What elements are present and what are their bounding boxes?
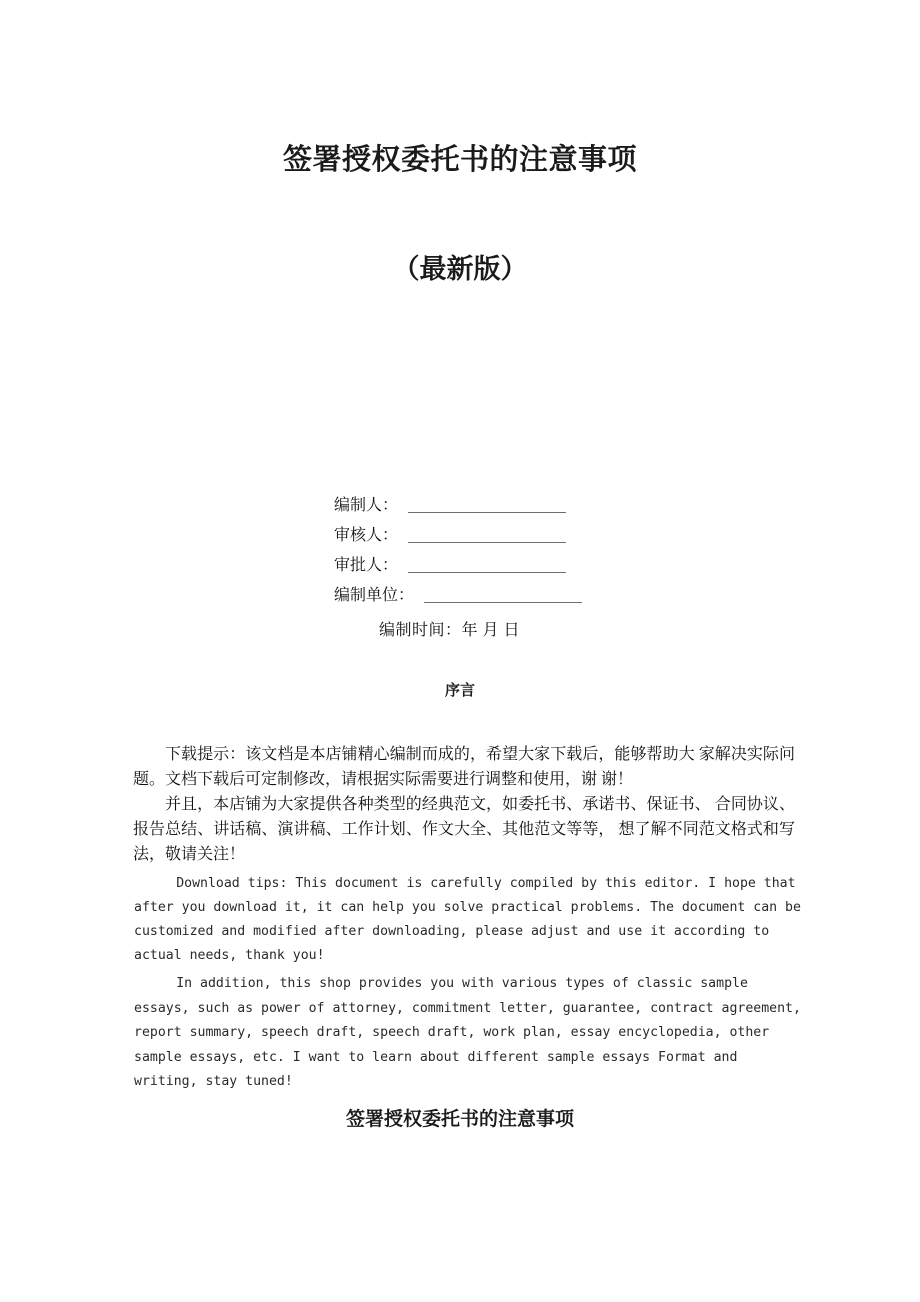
preface-english-body-1 <box>134 872 809 968</box>
section-heading: 签署授权委托书的注意事项 <box>345 1108 574 1130</box>
document-meta-block <box>334 487 664 607</box>
meta-label-preparer: 编制人： <box>334 497 399 514</box>
preface-chinese-body <box>133 742 795 867</box>
meta-row <box>334 577 664 607</box>
meta-fill-line-preparer[interactable] <box>408 512 566 513</box>
meta-row <box>334 547 664 577</box>
preface-english-body-2 <box>134 972 809 1095</box>
meta-row <box>334 517 664 547</box>
preface-paragraph-en-1: Download tips: This document is carefully compiled by this editor. I hope that after you download it, it can help you solve practical problems. The document can be customized and modified after downloading, please adjust and use it according to actual needs, thank you! <box>134 876 809 963</box>
preface-paragraph-cn-1: 下载提示：该文档是本店铺精心编制而成的，希望大家下载后，能够帮助大 家解决实际问题。文档下载后可定制修改，请根据实际需要进行调整和使用，谢 谢！ <box>133 746 795 788</box>
preface-paragraph-cn-2: 并且，本店铺为大家提供各种类型的经典范文，如委托书、承诺书、保证书、 合同协议、报告总结、讲话稿、演讲稿、工作计划、作文大全、其他范文等等， 想了解不同范文格式和写法，敬请关注！ <box>133 796 795 863</box>
meta-label-reviewer: 审核人： <box>334 527 399 544</box>
document-version-subtitle: （最新版） <box>392 254 528 285</box>
meta-fill-line-approver[interactable] <box>408 572 566 573</box>
meta-row <box>334 487 664 517</box>
meta-label-approver: 审批人： <box>334 557 399 574</box>
meta-fill-line-reviewer[interactable] <box>408 542 566 543</box>
meta-label-organization: 编制单位： <box>334 587 415 604</box>
page-title: 签署授权委托书的注意事项 <box>282 142 637 176</box>
meta-preparation-date: 编制时间：年 月 日 <box>379 622 521 639</box>
preface-heading: 序言 <box>444 681 475 699</box>
meta-fill-line-organization[interactable] <box>424 602 582 603</box>
preface-paragraph-en-2: In addition, this shop provides you with various types of classic sample essays, such as power of attorney, commitment letter, guarantee, contract agreement, report summary, speech draft, speech draft, work plan, essay encyclopedia, other sample essays, etc. I want to learn about different sample essays Format and writing, stay tuned! <box>134 976 809 1089</box>
